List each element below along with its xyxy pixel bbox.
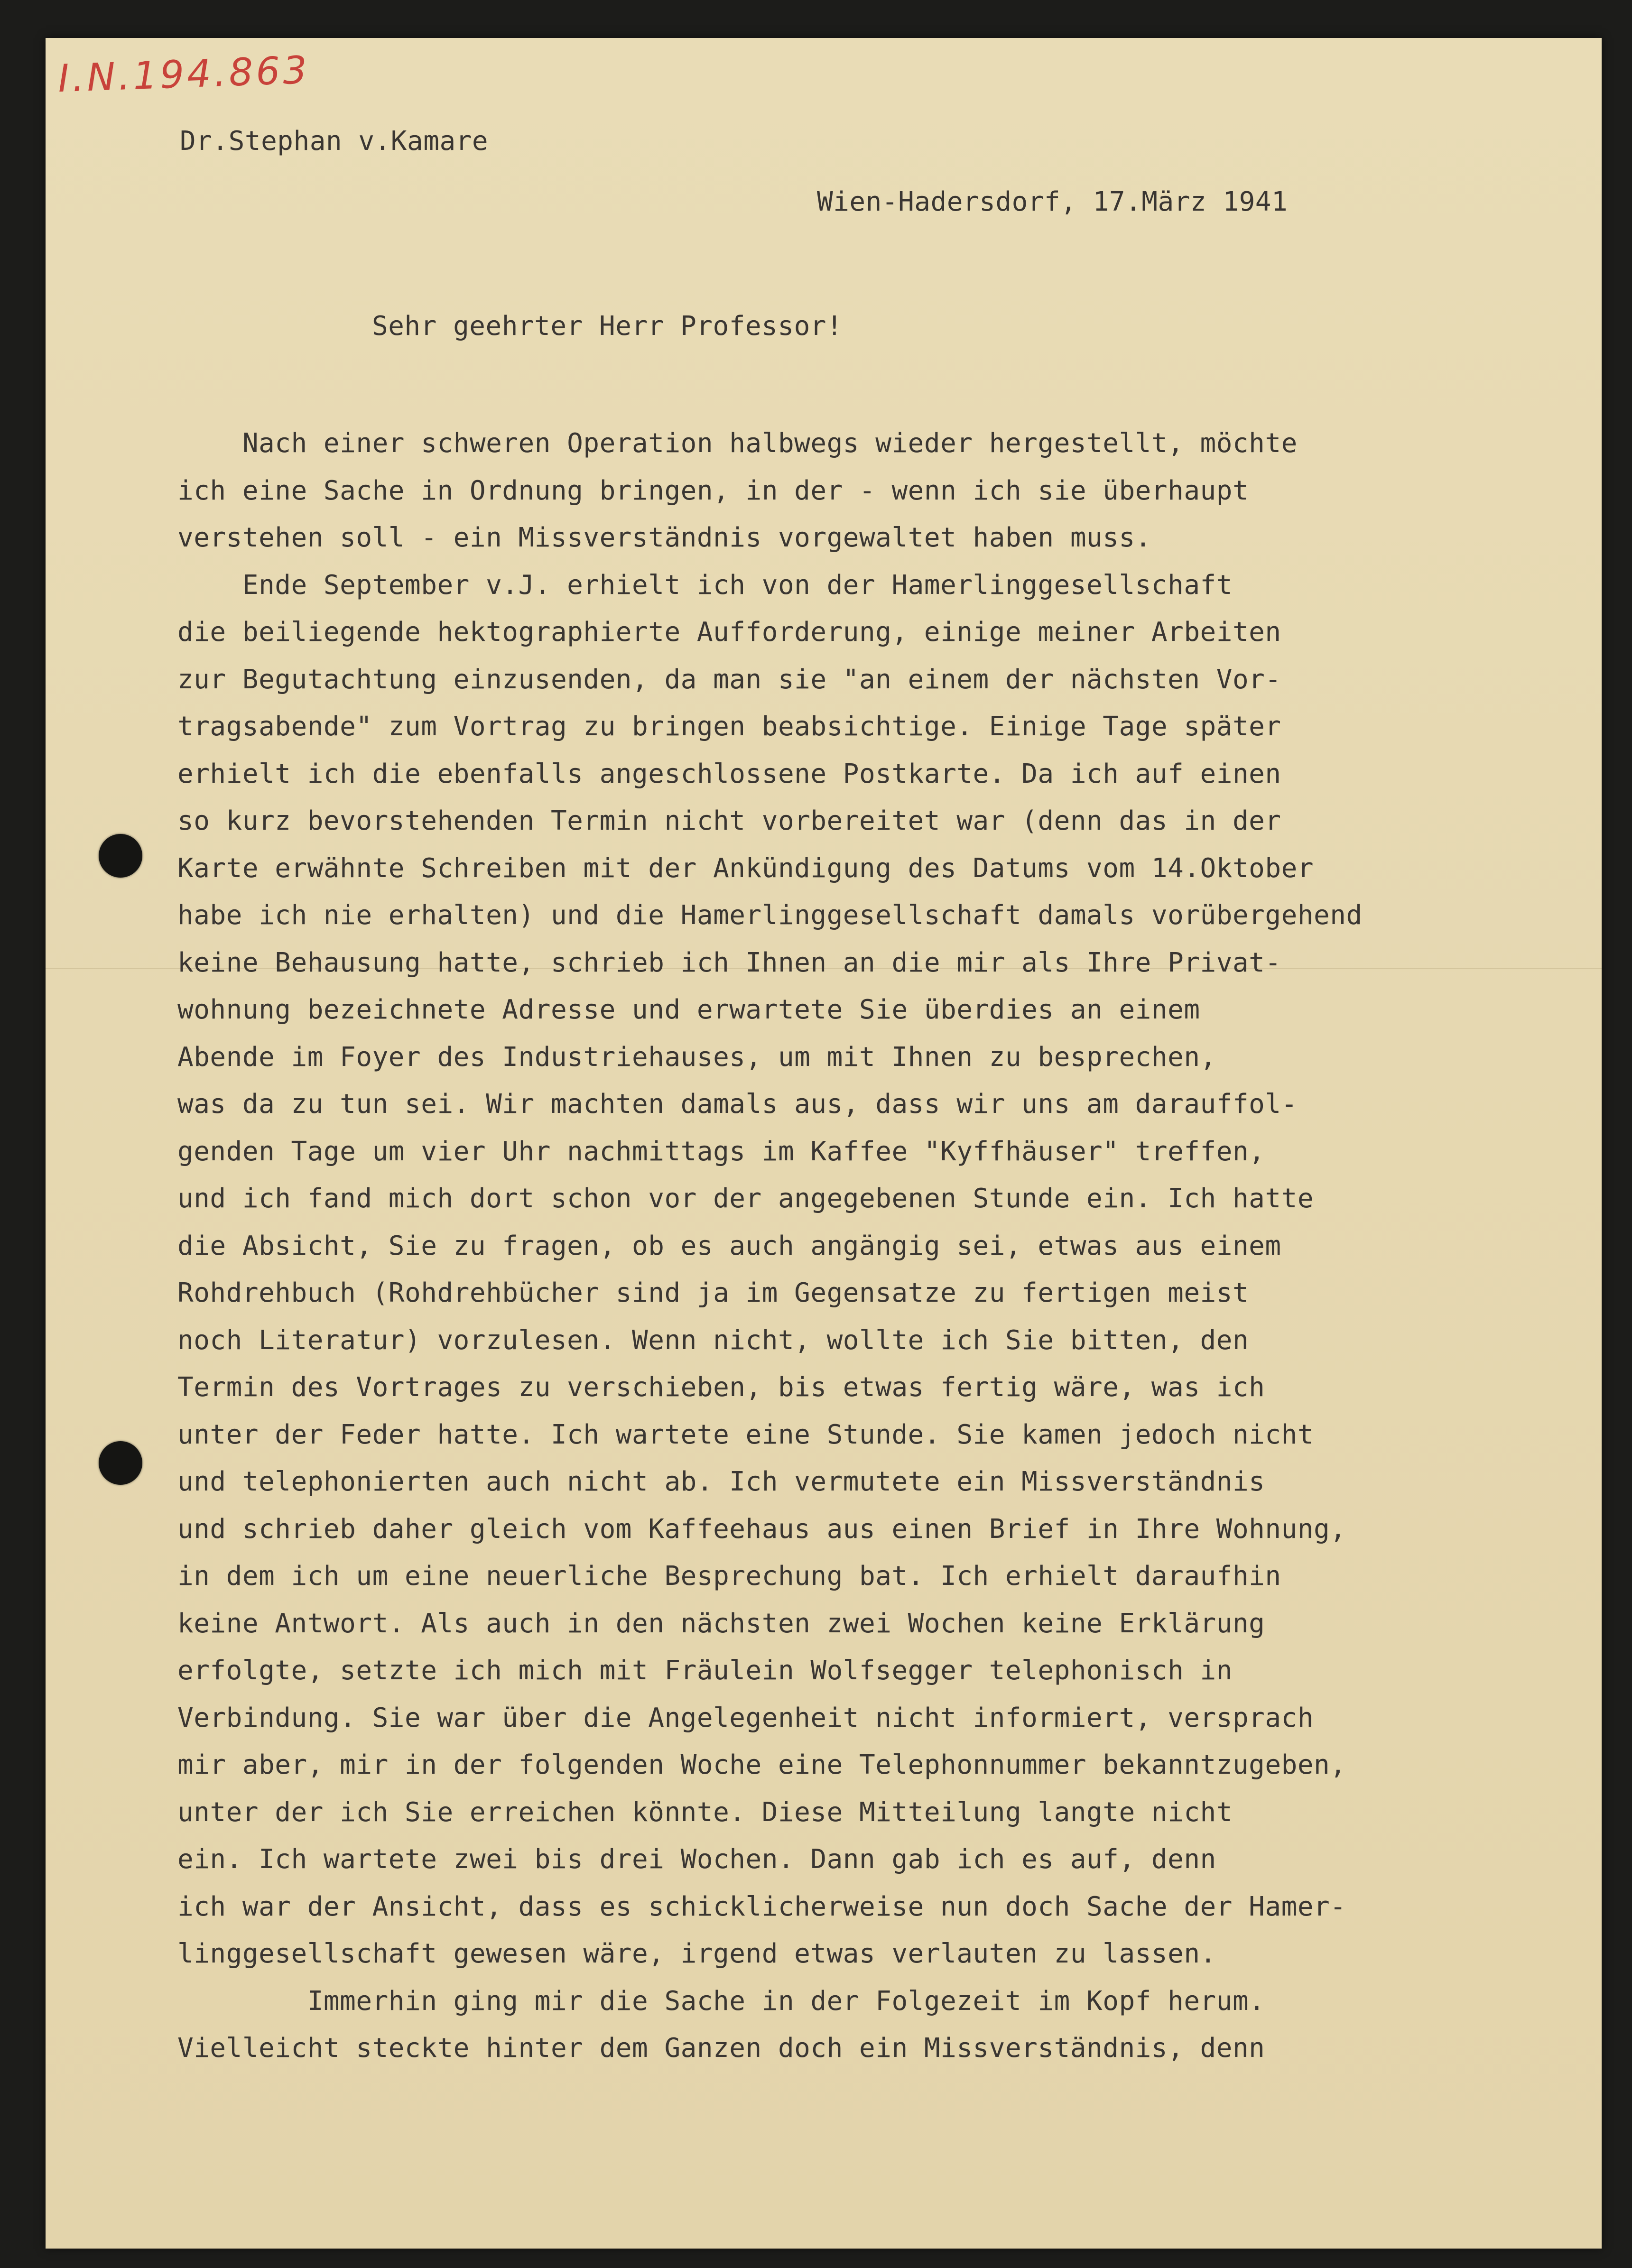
letter-body-line: ein. Ich wartete zwei bis drei Wochen. Dann gab ich es auf, denn [177, 1844, 1216, 1875]
letter-body-line: die beiliegende hektographierte Aufforderung, einige meiner Arbeiten [177, 617, 1281, 648]
letter-body-line: keine Behausung hatte, schrieb ich Ihnen an die mir als Ihre Privat- [177, 947, 1281, 978]
letter-body-line: Ende September v.J. erhielt ich von der Hamerlinggesellschaft [177, 569, 1233, 601]
letter-body-line: mir aber, mir in der folgenden Woche eine Telephonnummer bekanntzugeben, [177, 1750, 1346, 1780]
letter-body-line: genden Tage um vier Uhr nachmittags im Kaffee "Kyffhäuser" treffen, [177, 1136, 1265, 1167]
letter-body-line: wohnung bezeichnete Adresse und erwartete Sie überdies an einem [177, 994, 1200, 1025]
letter-body-line: tragsabende" zum Vortrag zu bringen beabsichtige. Einige Tage später [177, 711, 1281, 742]
letter-body-line: Vielleicht steckte hinter dem Ganzen doch ein Missverständnis, denn [177, 2033, 1265, 2064]
letter-body-line: zur Begutachtung einzusenden, da man sie "an einem der nächsten Vor- [177, 664, 1281, 695]
letter-body-line: Karte erwähnte Schreiben mit der Ankündigung des Datums vom 14.Oktober [177, 852, 1314, 884]
letter-body-line: und telephonierten auch nicht ab. Ich vermutete ein Missverständnis [177, 1466, 1265, 1497]
punch-hole-lower [99, 1441, 142, 1485]
letter-page [46, 38, 1602, 2249]
letter-body-line: Nach einer schweren Operation halbwegs wieder hergestellt, möchte [177, 428, 1298, 459]
letter-body-line: Immerhin ging mir die Sache in der Folgezeit im Kopf herum. [177, 1985, 1265, 2017]
letter-body-line: was da zu tun sei. Wir machten damals aus, dass wir uns am darauffol- [177, 1089, 1298, 1120]
salutation: Sehr geehrter Herr Professor! [372, 311, 843, 342]
letter-body-line: erhielt ich die ebenfalls angeschlossene Postkarte. Da ich auf einen [177, 758, 1281, 789]
letter-body-line: die Absicht, Sie zu fragen, ob es auch angängig sei, etwas aus einem [177, 1230, 1281, 1261]
letter-body-line: verstehen soll - ein Missverständnis vorgewaltet haben muss. [177, 522, 1151, 553]
letter-body [177, 420, 1363, 2072]
punch-hole-upper [99, 834, 142, 878]
letter-body-line: in dem ich um eine neuerliche Besprechung bat. Ich erhielt daraufhin [177, 1561, 1281, 1592]
letter-body-line: und ich fand mich dort schon vor der angegebenen Stunde ein. Ich hatte [177, 1183, 1314, 1214]
letter-body-line: unter der ich Sie erreichen könnte. Diese Mitteilung langte nicht [177, 1796, 1233, 1828]
letter-body-line: habe ich nie erhalten) und die Hamerlinggesellschaft damals vorübergehend [177, 900, 1363, 931]
letter-body-line: ich war der Ansicht, dass es schicklicherweise nun doch Sache der Hamer- [177, 1891, 1346, 1922]
letter-body-line: und schrieb daher gleich vom Kaffeehaus aus einen Brief in Ihre Wohnung, [177, 1513, 1346, 1545]
letter-body-line: linggesellschaft gewesen wäre, irgend etwas verlauten zu lassen. [177, 1938, 1216, 1969]
place-and-date: Wien-Hadersdorf, 17.März 1941 [817, 186, 1288, 217]
letter-body-line: so kurz bevorstehenden Termin nicht vorbereitet war (denn das in der [177, 805, 1281, 836]
letter-body-line: keine Antwort. Als auch in den nächsten zwei Wochen keine Erklärung [177, 1608, 1265, 1639]
letter-body-line: noch Literatur) vorzulesen. Wenn nicht, wollte ich Sie bitten, den [177, 1324, 1249, 1356]
sender-name: Dr.Stephan v.Kamare [180, 126, 489, 157]
archive-number-annotation: I.N.194.863 [57, 47, 311, 101]
letter-body-line: Verbindung. Sie war über die Angelegenheit nicht informiert, versprach [177, 1702, 1314, 1733]
letter-body-line: Termin des Vortrages zu verschieben, bis etwas fertig wäre, was ich [177, 1372, 1265, 1403]
letter-body-line: Rohdrehbuch (Rohdrehbücher sind ja im Gegensatze zu fertigen meist [177, 1277, 1249, 1308]
letter-body-line: unter der Feder hatte. Ich wartete eine Stunde. Sie kamen jedoch nicht [177, 1419, 1314, 1450]
letter-body-line: Abende im Foyer des Industriehauses, um mit Ihnen zu besprechen, [177, 1041, 1216, 1073]
letter-body-line: ich eine Sache in Ordnung bringen, in der - wenn ich sie überhaupt [177, 475, 1249, 506]
letter-body-line: erfolgte, setzte ich mich mit Fräulein Wolfsegger telephonisch in [177, 1655, 1233, 1686]
